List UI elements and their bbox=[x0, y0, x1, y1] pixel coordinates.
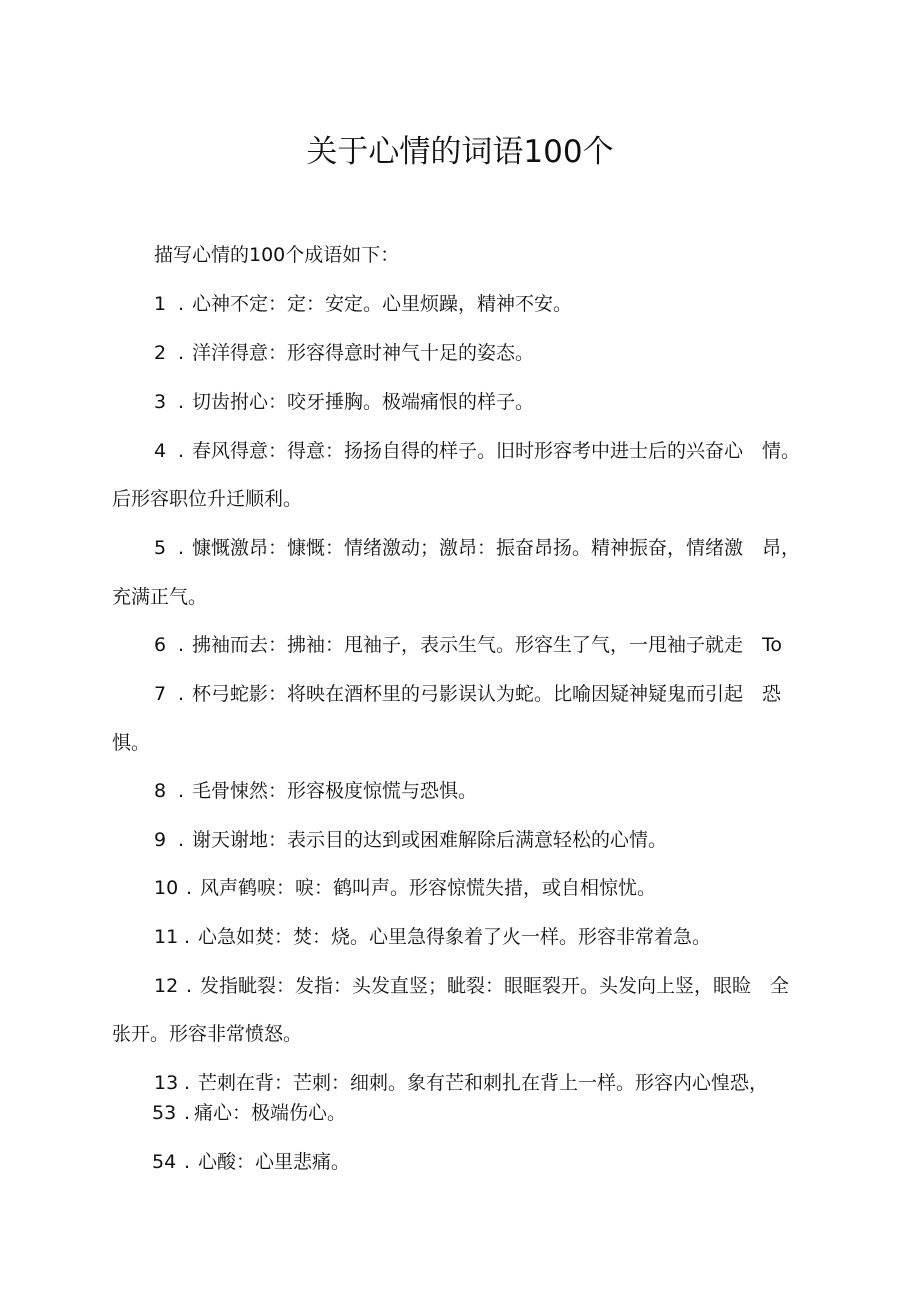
item-text: 芒刺在背：芒刺：细刺。象有芒和刺扎在背上一样。形容内心惶恐， bbox=[198, 1072, 769, 1094]
list-item bbox=[154, 533, 800, 563]
item-text: 慷慨激昂：慷慨：情绪激动；激昂：振奋昂扬。精神振奋，情绪激 昂， bbox=[192, 537, 801, 559]
item-separator: . bbox=[178, 391, 185, 413]
item-separator: . bbox=[178, 829, 185, 851]
item-separator: . bbox=[186, 877, 193, 899]
list-item bbox=[154, 873, 656, 903]
list-item bbox=[154, 630, 782, 660]
list-item bbox=[154, 1068, 768, 1098]
item-number: 9 bbox=[154, 829, 167, 851]
item-number: 4 bbox=[154, 440, 167, 462]
item-separator: . bbox=[178, 293, 185, 315]
list-item bbox=[154, 825, 667, 855]
item-separator: . bbox=[178, 780, 185, 802]
item-number: 53 bbox=[152, 1102, 177, 1124]
item-separator: . bbox=[184, 1151, 191, 1173]
item-separator: . bbox=[184, 1102, 191, 1124]
list-item bbox=[154, 338, 534, 368]
item-number: 5 bbox=[154, 537, 167, 559]
list-item bbox=[154, 971, 789, 1001]
item-text: 春风得意：得意：扬扬自得的样子。旧时形容考中进士后的兴奋心 情。 bbox=[192, 440, 801, 462]
item-continuation: 惧。 bbox=[112, 732, 151, 754]
item-separator: . bbox=[178, 537, 185, 559]
list-item bbox=[154, 436, 800, 466]
document-title: 关于心情的词语100个 bbox=[306, 134, 614, 170]
item-separator: . bbox=[178, 683, 185, 705]
item-text: 风声鹤唳：唳：鹤叫声。形容惊慌失措，或自相惊忧。 bbox=[200, 877, 657, 899]
item-separator: . bbox=[184, 926, 191, 948]
item-number: 54 bbox=[152, 1151, 177, 1173]
list-item bbox=[154, 387, 534, 417]
item-separator: . bbox=[184, 1072, 191, 1094]
item-number: 12 bbox=[154, 975, 179, 997]
item-text: 切齿拊心：咬牙捶胸。极端痛恨的样子。 bbox=[192, 391, 535, 413]
item-number: 1 bbox=[154, 293, 167, 315]
item-number: 7 bbox=[154, 683, 167, 705]
list-item bbox=[152, 1147, 350, 1177]
list-item bbox=[154, 679, 781, 709]
item-text: 谢天谢地：表示目的达到或困难解除后满意轻松的心情。 bbox=[192, 829, 668, 851]
item-continuation: 张开。形容非常愤怒。 bbox=[112, 1023, 303, 1045]
item-text: 痛心：极端伤心。 bbox=[194, 1102, 347, 1124]
intro-paragraph: 描写心情的100个成语如下： bbox=[154, 244, 400, 266]
item-number: 2 bbox=[154, 342, 167, 364]
item-separator: . bbox=[178, 440, 185, 462]
item-text: 洋洋得意：形容得意时神气十足的姿态。 bbox=[192, 342, 535, 364]
item-separator: . bbox=[186, 975, 193, 997]
item-text: 心急如焚：焚：烧。心里急得象着了火一样。形容非常着急。 bbox=[198, 926, 712, 948]
item-text: 杯弓蛇影：将映在酒杯里的弓影误认为蛇。比喻因疑神疑鬼而引起 恐 bbox=[192, 683, 782, 705]
item-number: 6 bbox=[154, 634, 167, 656]
list-item bbox=[154, 776, 477, 806]
item-text: 发指眦裂：发指：头发直竖；眦裂：眼眶裂开。头发向上竖，眼睑 全 bbox=[200, 975, 790, 997]
item-text: 毛骨悚然：形容极度惊慌与恐惧。 bbox=[192, 780, 478, 802]
item-continuation: 充满正气。 bbox=[112, 586, 208, 608]
list-item bbox=[154, 922, 711, 952]
item-continuation: 后形容职位升迁顺利。 bbox=[112, 488, 303, 510]
item-number: 8 bbox=[154, 780, 167, 802]
item-number: 10 bbox=[154, 877, 179, 899]
item-number: 3 bbox=[154, 391, 167, 413]
item-text: 心神不定：定：安定。心里烦躁，精神不安。 bbox=[192, 293, 573, 315]
item-separator: . bbox=[178, 634, 185, 656]
item-text: 心酸：心里悲痛。 bbox=[198, 1151, 351, 1173]
item-number: 13 bbox=[154, 1072, 179, 1094]
item-separator: . bbox=[178, 342, 185, 364]
list-item bbox=[152, 1098, 346, 1128]
item-text: 拂袖而去：拂袖：甩袖子，表示生气。形容生了气，一甩袖子就走 To bbox=[192, 634, 783, 656]
list-item bbox=[154, 289, 572, 319]
item-number: 11 bbox=[154, 926, 179, 948]
